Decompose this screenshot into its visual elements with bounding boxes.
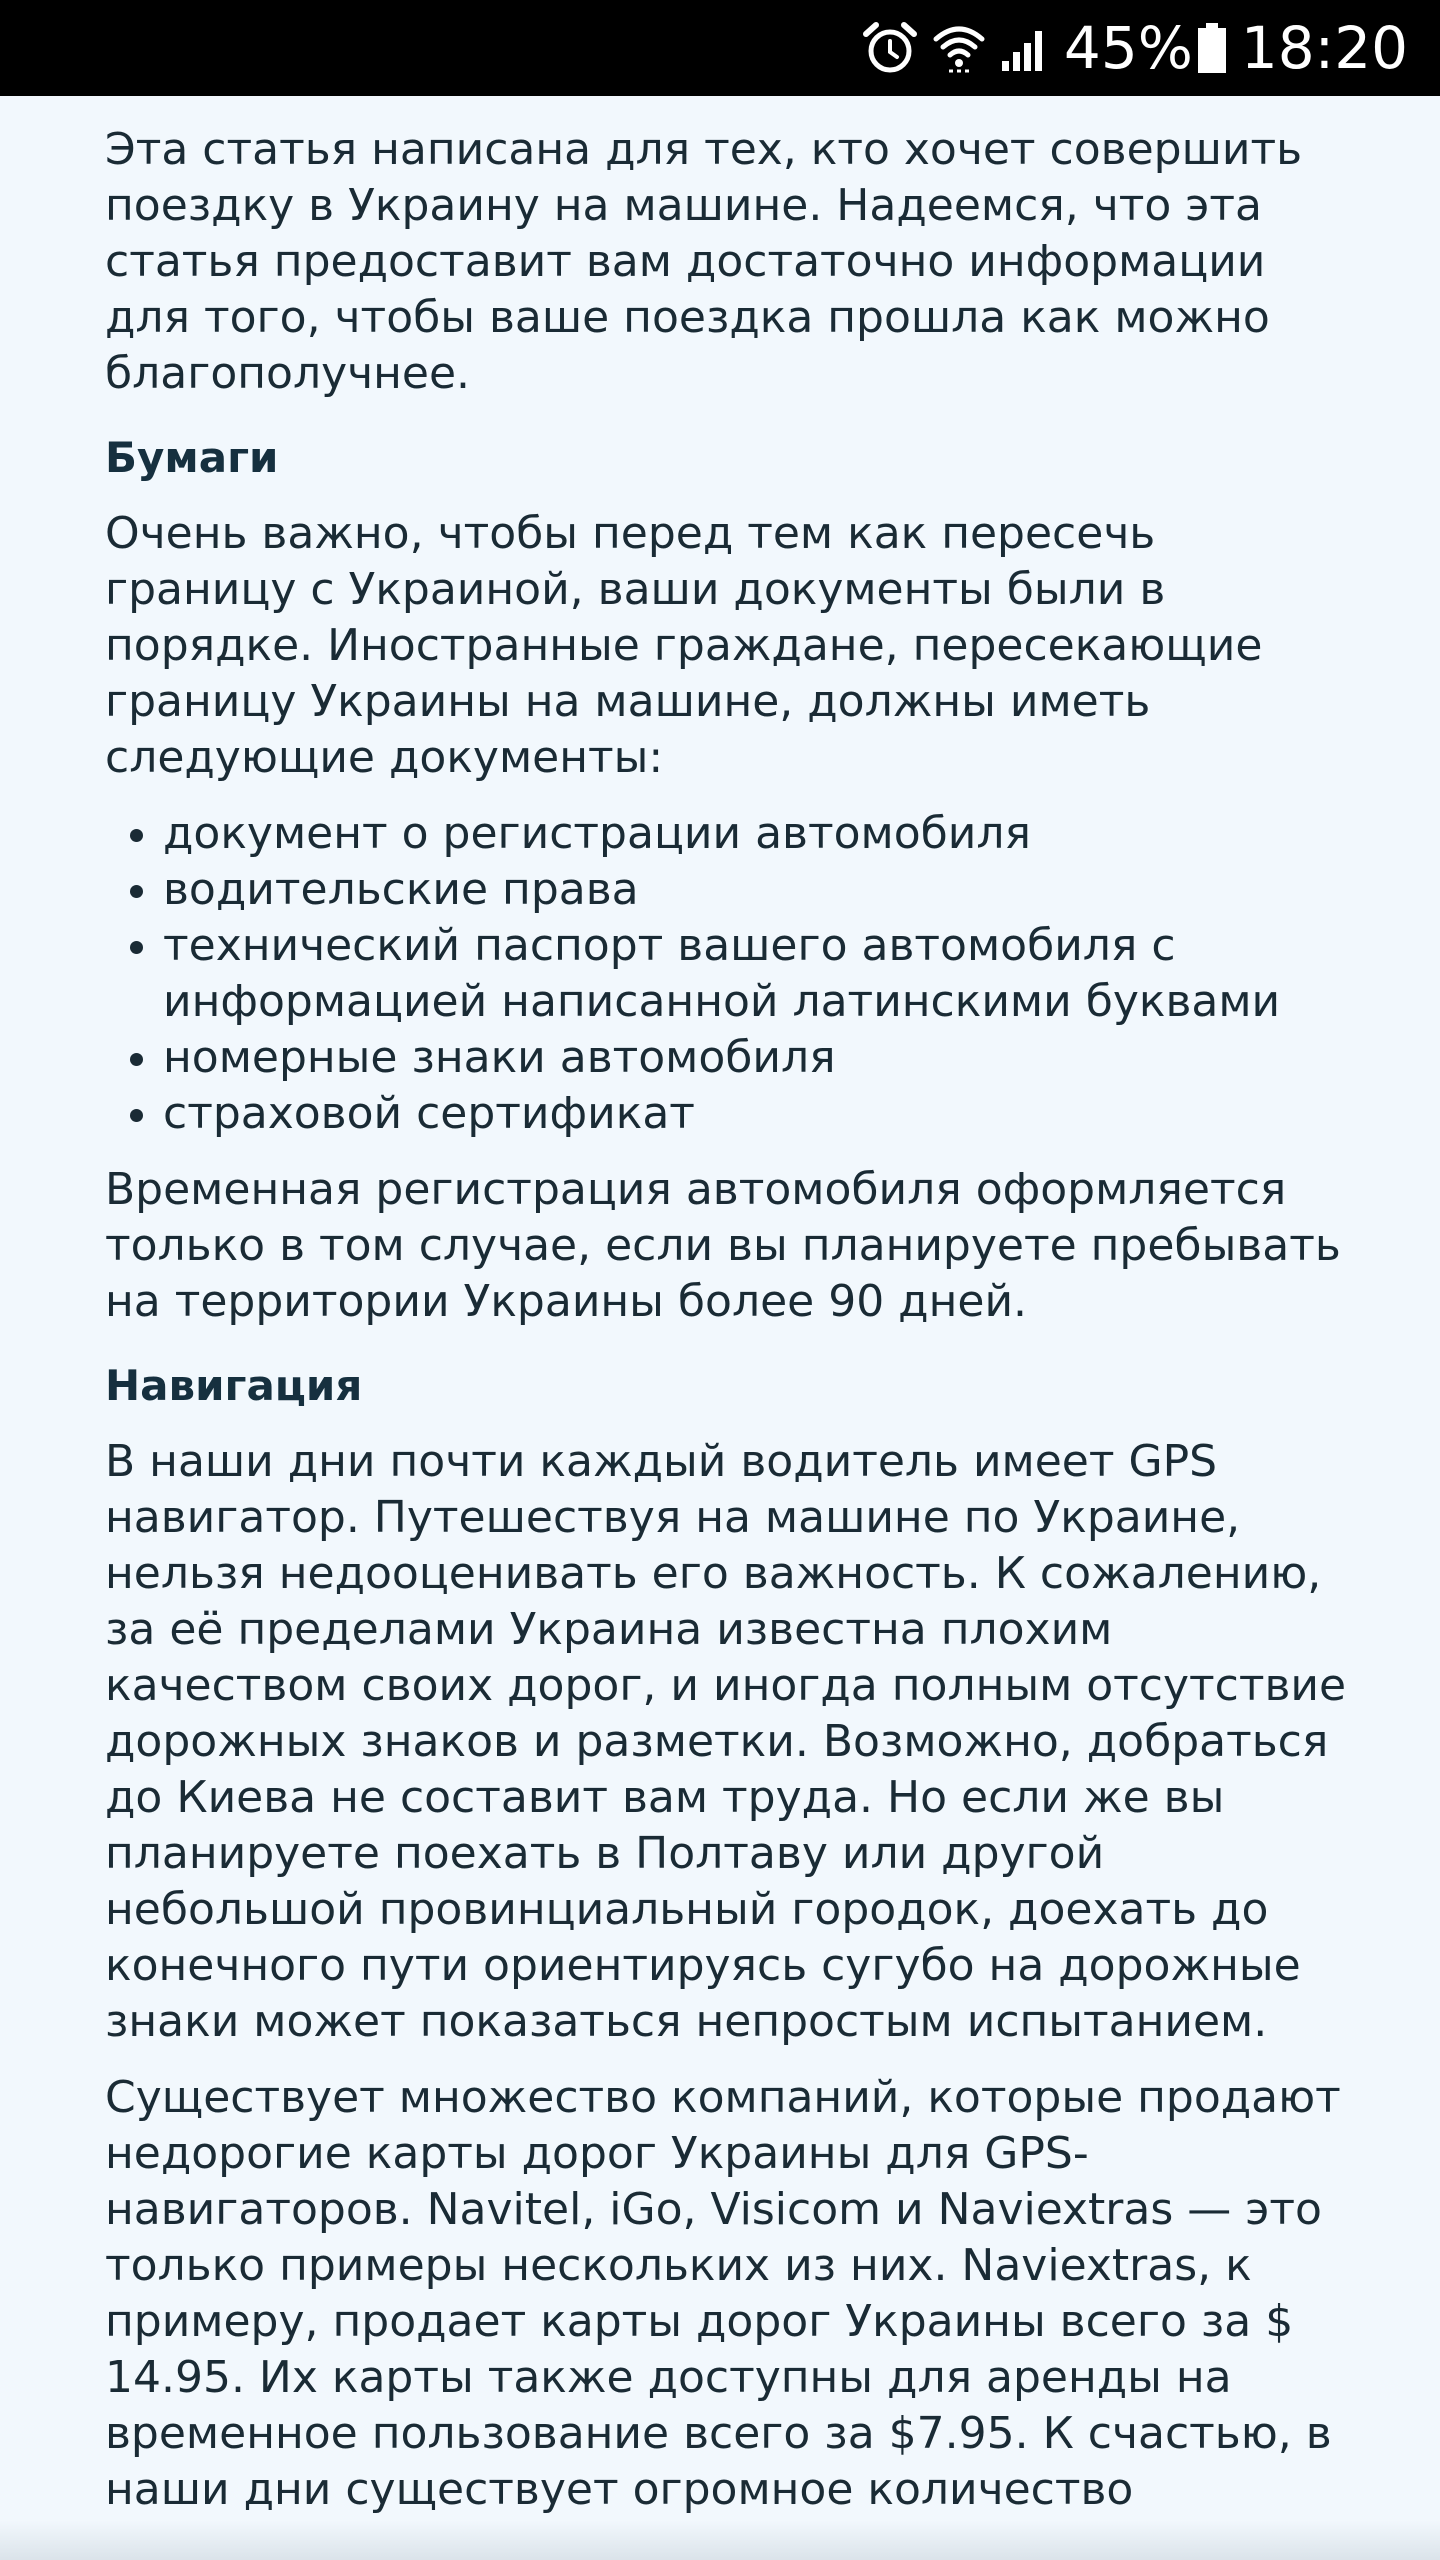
battery-icon bbox=[1197, 0, 1227, 96]
list-item: • документ о регистрации автомобиля bbox=[163, 806, 1355, 862]
documents-paragraph: Очень важно, чтобы перед тем как пересечь границу с Украиной, ваши документы были в порядке. Иностранные граждане, пересекающие границу Украины на машине, должны иметь следующие документы: bbox=[105, 508, 1263, 783]
article-intro: Эта статья написана для тех, кто хочет совершить поездку в Украину на машине. Надеемся, что эта статья предоставит вам достаточно информации для того, чтобы ваше поездка прошла как можно благополучнее. bbox=[105, 124, 1303, 399]
clock-time: 18:20 bbox=[1240, 14, 1408, 82]
signal-icon bbox=[1000, 0, 1050, 96]
article-body bbox=[105, 96, 1355, 2518]
battery-percent: 45% bbox=[1063, 14, 1193, 82]
section-heading-documents: Бумаги bbox=[105, 433, 279, 482]
maps-paragraph: Существует множество компаний, которые продают недорогие карты дорог Украины для GPS-навигаторов. Navitel, iGo, Visicom и Naviextras — это только примеры нескольких из них. Naviextras, к примеру, продает карты дорог Украины всего за $ 14.95. Их карты также доступны для аренды на временное пользование всего за $7.95. К счастью, в наши дни существует огромное количество bbox=[105, 2072, 1341, 2515]
list-item: • водительские права bbox=[163, 862, 1355, 918]
section-heading-navigation: Навигация bbox=[105, 1361, 363, 1410]
alarm-icon bbox=[862, 0, 918, 96]
registration-note: Временная регистрация автомобиля оформляется только в том случае, если вы планируете пребывать на территории Украины более 90 дней. bbox=[105, 1164, 1341, 1327]
list-item: • номерные знаки автомобиля bbox=[163, 1030, 1355, 1086]
status-icons bbox=[862, 0, 1408, 96]
navigation-paragraph: В наши дни почти каждый водитель имеет GPS навигатор. Путешествуя на машине по Украине, нельзя недооценивать его важность. К сожалению, за её пределами Украина известна плохим качеством своих дорог, и иногда полным отсутствие дорожных знаков и разметки. Возможно, добраться до Киева не составит вам труда. Но если же вы планируете поехать в Полтаву или другой небольшой провинциальный городок, доехать до конечного пути ориентируясь сугубо на дорожные знаки может показаться непростым испытанием. bbox=[105, 1436, 1347, 2047]
list-item: • технический паспорт вашего автомобиля с информацией написанной латинскими буквами bbox=[163, 918, 1355, 1030]
status-bar bbox=[0, 0, 1440, 96]
wifi-icon bbox=[932, 0, 986, 96]
list-item: • страховой сертификат bbox=[163, 1086, 1355, 1142]
documents-list bbox=[105, 806, 1355, 1142]
battery-indicator bbox=[1064, 0, 1227, 96]
scroll-fade bbox=[0, 2520, 1440, 2560]
